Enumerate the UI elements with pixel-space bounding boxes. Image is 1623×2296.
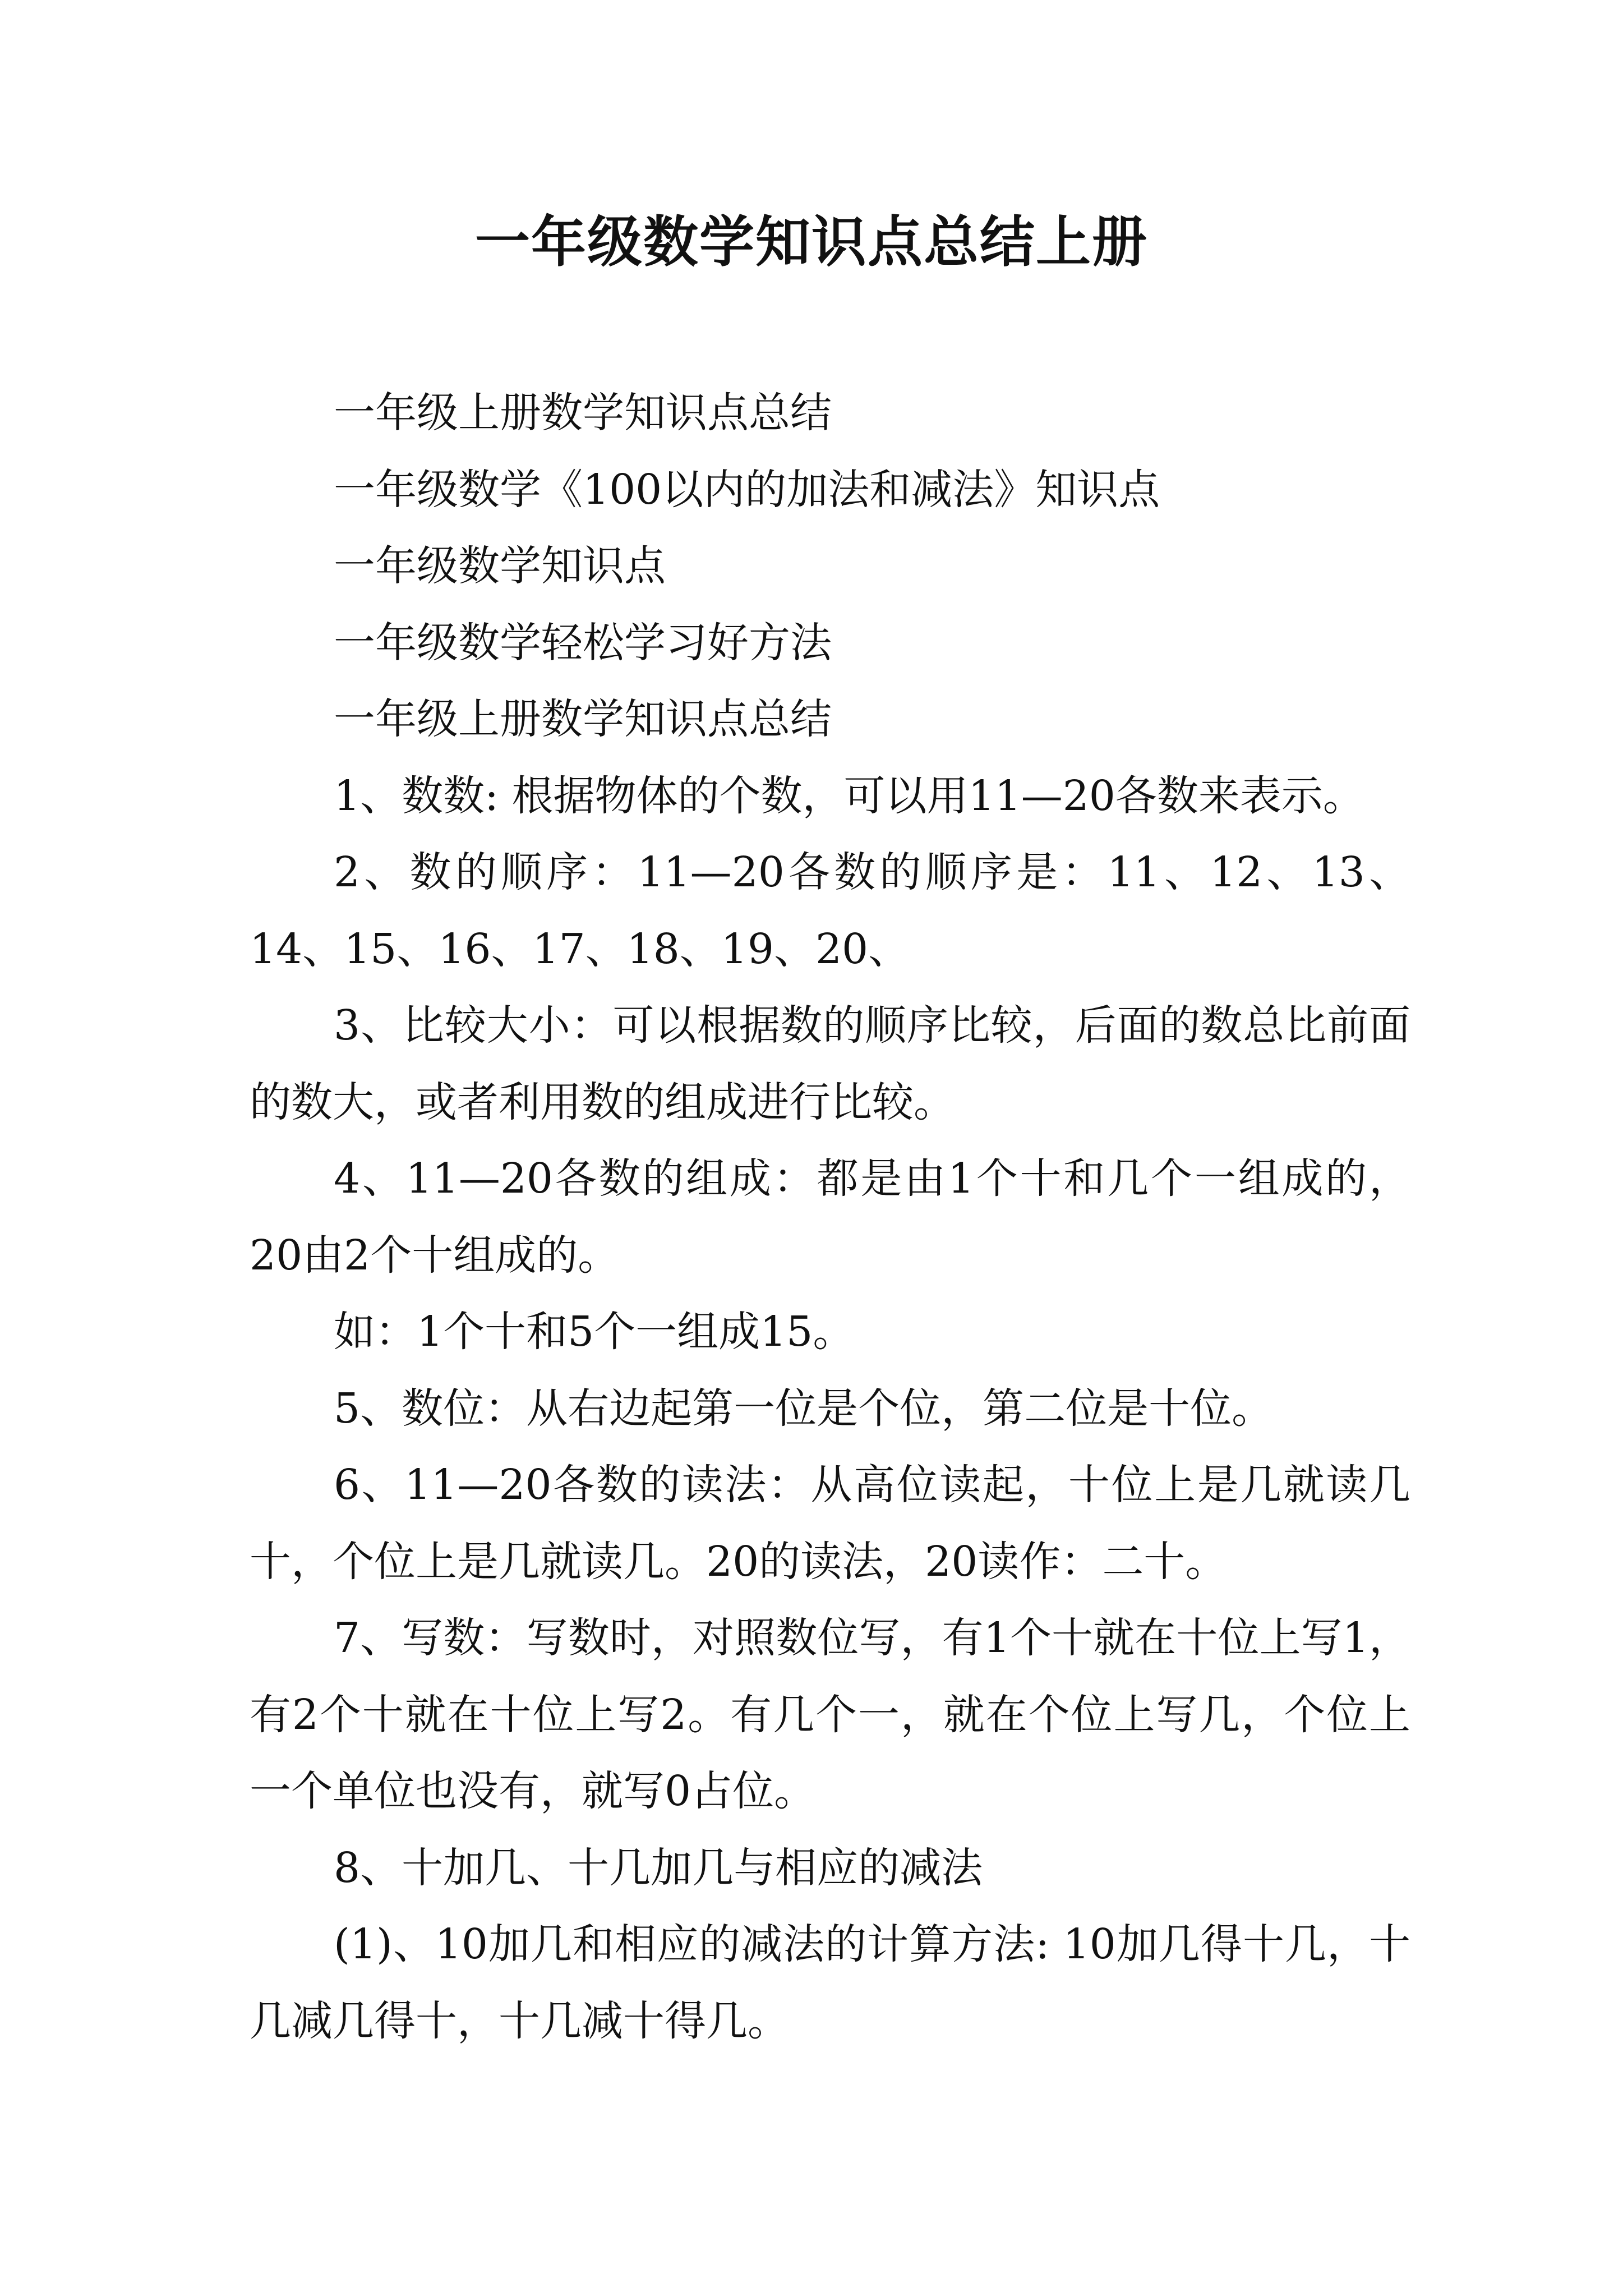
paragraph: 一年级数学轻松学习好方法 — [334, 618, 832, 667]
document-body — [250, 375, 1410, 2059]
paragraph: 如：1个十和5个一组成15。 — [334, 1308, 855, 1356]
paragraph: 1、数数: 根据物体的个数，可以用11—20各数来表示。 — [334, 771, 1364, 820]
paragraph: 8、十加几、十几加几与相应的减法 — [334, 1843, 983, 1892]
paragraph: 一年级上册数学知识点总结 — [334, 695, 832, 743]
paragraph: 4、11—20各数的组成：都是由1个十和几个一组成的，20由2个十组成的。 — [250, 1154, 1410, 1280]
paragraph: 6、11—20各数的读法：从高位读起，十位上是几就读几十，个位上是几就读几。20的读法，20读作：二十。 — [250, 1461, 1410, 1586]
paragraph: 2、数的顺序：11—20各数的顺序是：11、12、13、14、15、16、17、18、19、20、 — [250, 848, 1410, 973]
paragraph: 一年级数学知识点 — [334, 542, 666, 590]
paragraph: 一年级数学《100以内的加法和减法》知识点 — [334, 465, 1160, 514]
paragraph: 7、写数：写数时，对照数位写，有1个十就在十位上写1，有2个十就在十位上写2。有几个一，就在个位上写几，个位上一个单位也没有，就写0占位。 — [250, 1614, 1410, 1815]
paragraph: 一年级上册数学知识点总结 — [334, 389, 832, 437]
paragraph: 3、比较大小：可以根据数的顺序比较，后面的数总比前面的数大，或者利用数的组成进行比较。 — [250, 1001, 1410, 1126]
paragraph: 5、数位：从右边起第一位是个位，第二位是十位。 — [334, 1384, 1274, 1433]
paragraph: (1)、10加几和相应的减法的计算方法: 10加几得十几，十几减几得十，十几减十得几。 — [250, 1920, 1410, 2045]
document-title: 一年级数学知识点总结上册 — [474, 210, 1148, 274]
